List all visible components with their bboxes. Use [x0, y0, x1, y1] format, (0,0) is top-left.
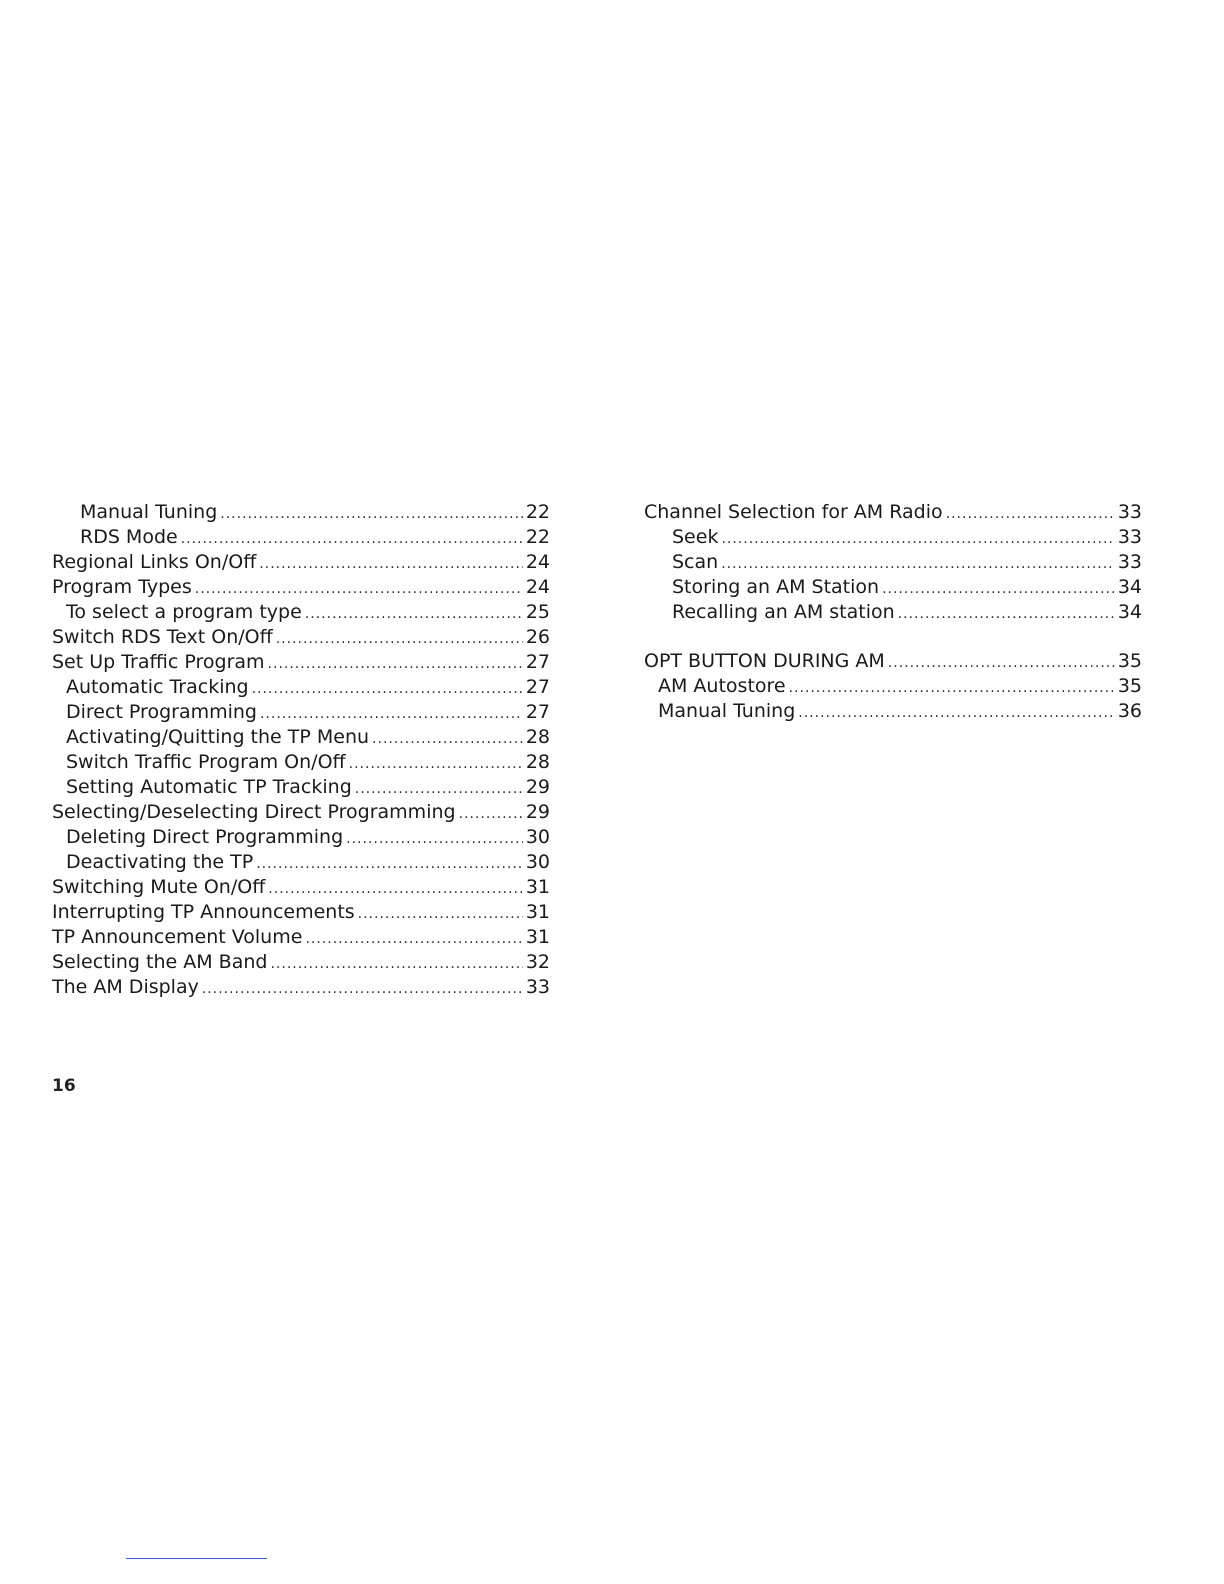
toc-entry-page: 27	[525, 676, 550, 698]
toc-entry-page: 24	[525, 576, 550, 598]
toc-leader-dots	[305, 602, 523, 627]
toc-entry-page: 30	[525, 826, 550, 848]
toc-leader-dots	[346, 827, 523, 852]
toc-entry-title: RDS Mode	[80, 526, 178, 548]
toc-entry[interactable]	[52, 875, 550, 900]
toc-entry[interactable]	[52, 675, 550, 700]
toc-entry[interactable]	[52, 925, 550, 950]
toc-entry-title: OPT BUTTON DURING AM	[644, 650, 885, 672]
toc-entry-title: Seek	[672, 526, 719, 548]
toc-leader-dots	[268, 877, 523, 902]
toc-entry-title: Deactivating the TP	[66, 851, 254, 873]
toc-entry[interactable]	[644, 699, 1142, 724]
toc-entry-title: Scan	[672, 551, 719, 573]
toc-entry[interactable]	[644, 550, 1142, 575]
toc-entry[interactable]	[52, 750, 550, 775]
toc-entry-page: 34	[1117, 601, 1142, 623]
page-number: 16	[52, 1076, 76, 1096]
toc-entry[interactable]	[52, 700, 550, 725]
toc-leader-dots	[305, 927, 522, 952]
toc-entry-page: 25	[525, 601, 550, 623]
toc-entry-page: 27	[525, 701, 550, 723]
toc-entry[interactable]	[52, 825, 550, 850]
toc-entry-page: 22	[525, 501, 550, 523]
toc-entry[interactable]	[644, 649, 1142, 674]
toc-entry-page: 27	[525, 651, 550, 673]
toc-entry[interactable]	[52, 550, 550, 575]
toc-entry-title: The AM Display	[52, 976, 199, 998]
toc-entry-page: 31	[525, 876, 550, 898]
toc-entry-page: 28	[525, 726, 550, 748]
toc-leader-dots	[259, 552, 523, 577]
toc-leader-dots	[721, 527, 1114, 552]
toc-entry[interactable]	[52, 575, 550, 600]
toc-entry[interactable]	[644, 674, 1142, 699]
toc-leader-dots	[355, 777, 523, 802]
toc-leader-dots	[798, 701, 1115, 726]
toc-leader-dots	[789, 676, 1115, 701]
toc-leader-dots	[898, 602, 1115, 627]
toc-entry-title: Switch RDS Text On/Off	[52, 626, 273, 648]
toc-entry-page: 36	[1117, 700, 1142, 722]
toc-entry-page: 30	[525, 851, 550, 873]
toc-leader-dots	[946, 502, 1115, 527]
toc-entry-title: Set Up Traffic Program	[52, 651, 265, 673]
toc-entry-page: 26	[525, 626, 550, 648]
toc-entry-page: 24	[525, 551, 550, 573]
toc-leader-dots	[220, 502, 523, 527]
toc-entry-title: Program Types	[52, 576, 192, 598]
toc-entry[interactable]	[644, 500, 1142, 525]
toc-leader-dots	[882, 577, 1115, 602]
toc-column-right	[644, 500, 1142, 724]
toc-entry-page: 29	[525, 776, 550, 798]
toc-entry[interactable]	[52, 800, 550, 825]
toc-entry-title: Recalling an AM station	[672, 601, 895, 623]
toc-entry-page: 31	[525, 926, 550, 948]
toc-entry-title: Automatic Tracking	[66, 676, 249, 698]
toc-entry-title: Storing an AM Station	[672, 576, 880, 598]
toc-entry[interactable]	[52, 650, 550, 675]
toc-entry-page: 32	[525, 951, 550, 973]
toc-entry[interactable]	[52, 600, 550, 625]
toc-leader-dots	[270, 952, 522, 977]
toc-entry-title: Deleting Direct Programming	[66, 826, 344, 848]
toc-entry-title: TP Announcement Volume	[52, 926, 303, 948]
toc-entry[interactable]	[52, 900, 550, 925]
toc-leader-dots	[276, 627, 523, 652]
toc-leader-dots	[260, 702, 523, 727]
toc-leader-dots	[268, 652, 523, 677]
toc-entry[interactable]	[52, 500, 550, 525]
toc-entry-page: 34	[1117, 576, 1142, 598]
toc-entry-title: Selecting the AM Band	[52, 951, 268, 973]
toc-entry[interactable]	[52, 850, 550, 875]
toc-entry[interactable]	[52, 725, 550, 750]
toc-leader-dots	[252, 677, 523, 702]
toc-entry[interactable]	[52, 950, 550, 975]
toc-entry-page: 33	[1117, 501, 1142, 523]
toc-leader-dots	[195, 577, 523, 602]
toc-entry[interactable]	[52, 625, 550, 650]
toc-entry-page: 35	[1117, 650, 1142, 672]
toc-entry-title: Regional Links On/Off	[52, 551, 257, 573]
toc-entry-title: Interrupting TP Announcements	[52, 901, 355, 923]
toc-entry-title: Manual Tuning	[658, 700, 796, 722]
toc-leader-dots	[349, 752, 523, 777]
link-underline	[126, 1558, 267, 1559]
toc-leader-dots	[459, 802, 523, 827]
toc-entry[interactable]	[52, 975, 550, 1000]
toc-entry-title: Setting Automatic TP Tracking	[66, 776, 352, 798]
toc-entry[interactable]	[644, 600, 1142, 625]
toc-entry-page: 22	[525, 526, 550, 548]
toc-entry-title: Direct Programming	[66, 701, 257, 723]
toc-leader-dots	[358, 902, 523, 927]
toc-entry-page: 33	[1117, 526, 1142, 548]
toc-entry-page: 28	[525, 751, 550, 773]
toc-entry[interactable]	[52, 525, 550, 550]
toc-column-left	[52, 500, 550, 1000]
toc-leader-dots	[372, 727, 523, 752]
toc-leader-dots	[181, 527, 523, 552]
toc-entry[interactable]	[644, 525, 1142, 550]
toc-entry-page: 35	[1117, 675, 1142, 697]
toc-entry-title: Switch Traffic Program On/Off	[66, 751, 346, 773]
toc-entry-title: Activating/Quitting the TP Menu	[66, 726, 370, 748]
toc-leader-dots	[256, 852, 523, 877]
toc-leader-dots	[202, 977, 523, 1002]
toc-leader-dots	[721, 552, 1115, 577]
toc-entry-title: To select a program type	[66, 601, 302, 623]
toc-entry-page: 31	[525, 901, 550, 923]
toc-entry-title: AM Autostore	[658, 675, 786, 697]
toc-entry-title: Manual Tuning	[80, 501, 218, 523]
toc-entry-page: 33	[1117, 551, 1142, 573]
toc-entry-title: Selecting/Deselecting Direct Programming	[52, 801, 456, 823]
toc-leader-dots	[888, 651, 1115, 676]
toc-entry-title: Channel Selection for AM Radio	[644, 501, 943, 523]
toc-entry-page: 33	[525, 976, 550, 998]
toc-entry[interactable]	[52, 775, 550, 800]
toc-spacer	[644, 625, 1142, 649]
toc-entry-title: Switching Mute On/Off	[52, 876, 266, 898]
toc-entry[interactable]	[644, 575, 1142, 600]
toc-entry-page: 29	[525, 801, 550, 823]
